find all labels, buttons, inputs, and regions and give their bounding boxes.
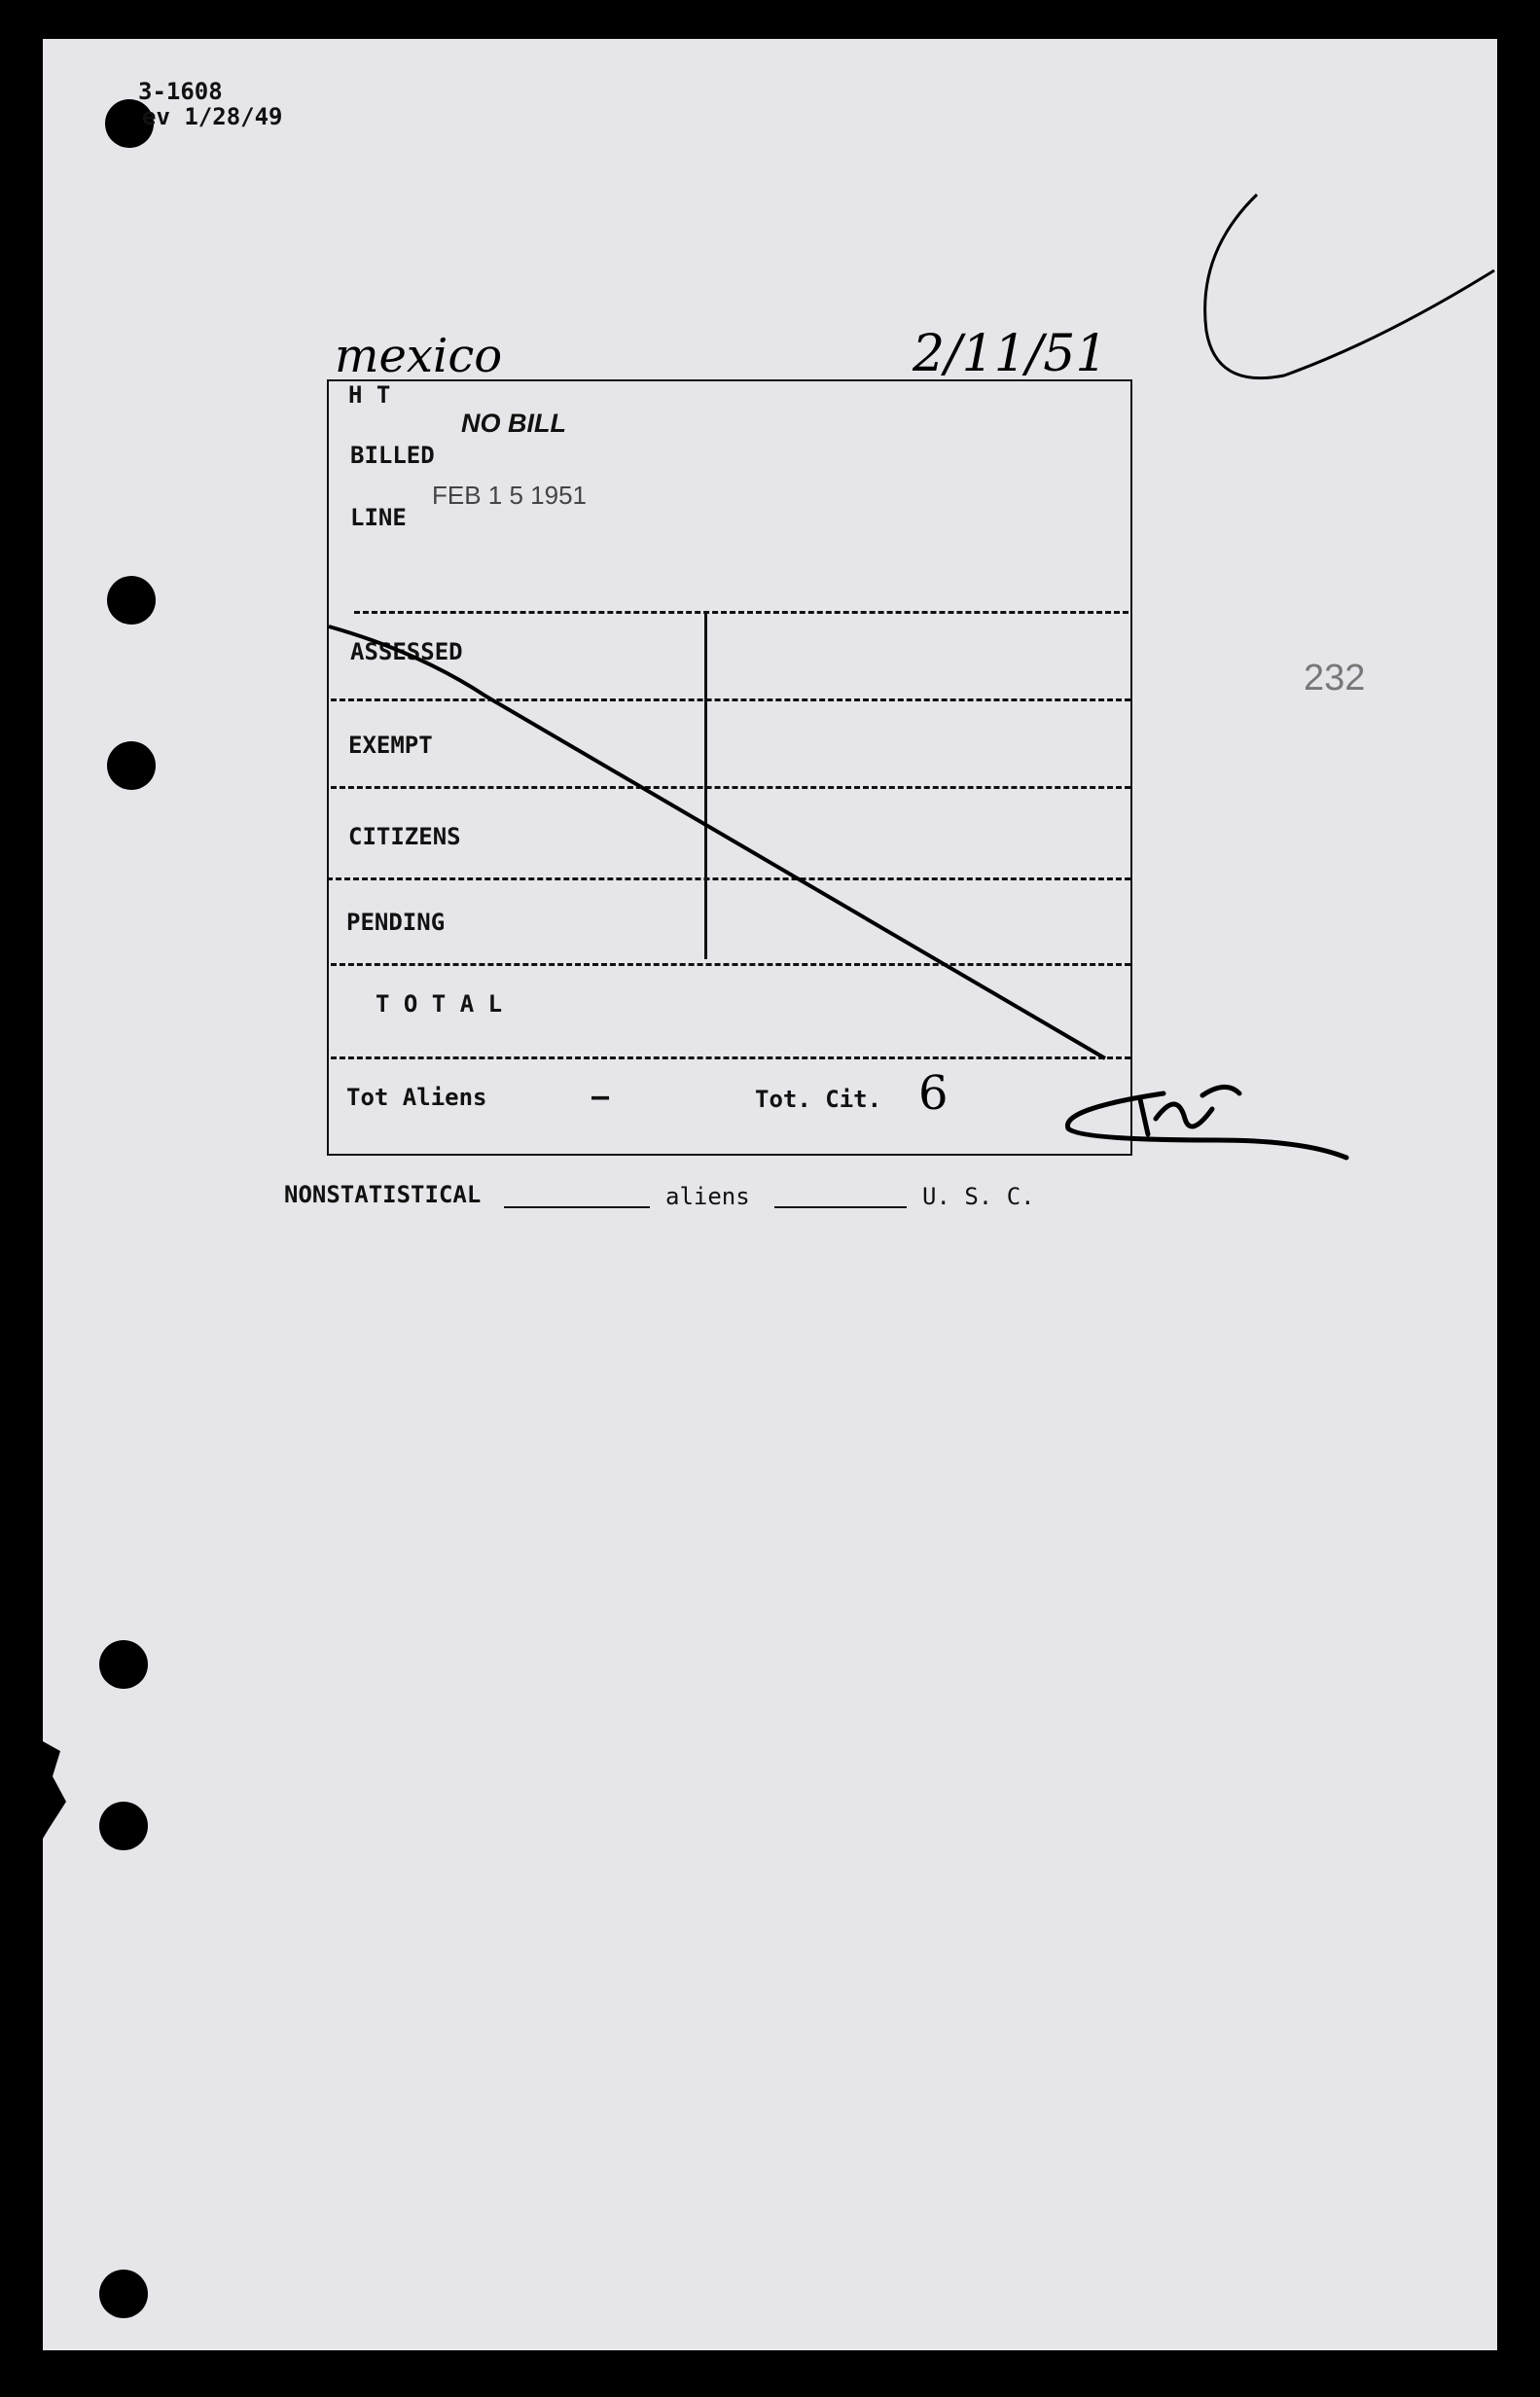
received-date-stamp: FEB 1 5 1951 xyxy=(432,481,587,510)
signature xyxy=(1067,1087,1346,1158)
tot-cit-label: Tot. Cit. xyxy=(755,1086,882,1113)
form-revision: ev 1/28/49 xyxy=(142,103,283,130)
row-label-pending: PENDING xyxy=(346,909,446,936)
tot-aliens-label: Tot Aliens xyxy=(346,1084,487,1111)
nonstatistical-label: NONSTATISTICAL xyxy=(284,1181,482,1208)
cancel-line xyxy=(329,626,1105,1058)
billed-label: BILLED xyxy=(350,442,435,469)
row-label-citizens: CITIZENS xyxy=(348,823,461,850)
handwritten-place: mexico xyxy=(335,329,503,383)
page-number-stamp: 232 xyxy=(1304,658,1366,698)
tot-cit-value: 6 xyxy=(918,1066,949,1121)
row-label-assessed: ASSESSED xyxy=(350,638,463,665)
handwritten-date: 2/11/51 xyxy=(913,325,1108,383)
tot-aliens-value: — xyxy=(591,1080,610,1114)
no-bill-stamp: NO BILL xyxy=(461,409,566,438)
row-label-exempt: EXEMPT xyxy=(348,732,433,759)
total-label: T O T A L xyxy=(376,990,503,1018)
aliens-label: aliens xyxy=(665,1183,750,1210)
form-number: 3-1608 xyxy=(138,78,223,105)
check-mark xyxy=(1205,195,1494,378)
usc-label: U. S. C. xyxy=(922,1183,1035,1210)
paper-tear xyxy=(43,1741,66,1839)
line-label: LINE xyxy=(350,504,407,531)
ht-label: H T xyxy=(348,381,391,409)
